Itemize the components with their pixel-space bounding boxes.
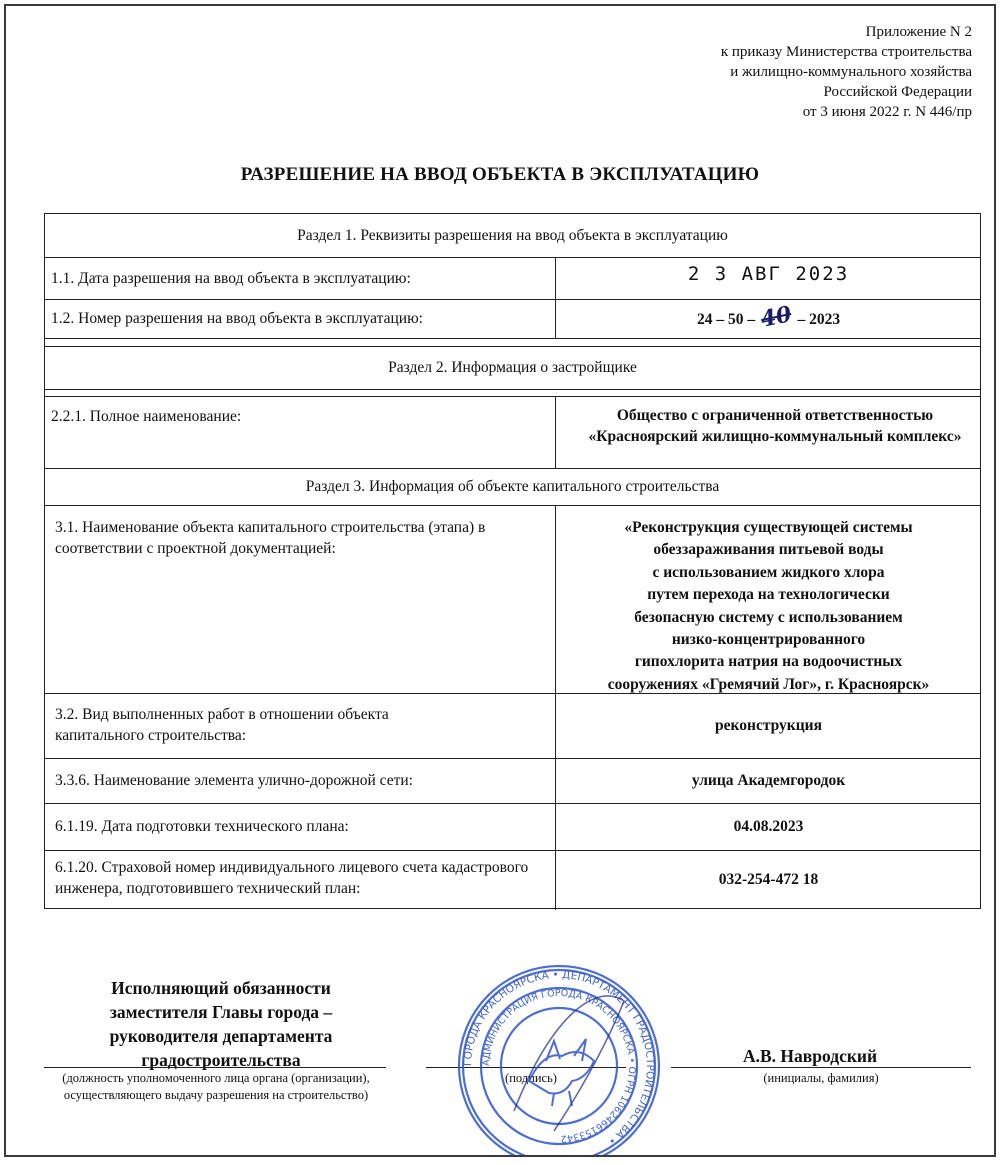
permit-table xyxy=(44,213,981,909)
official-position xyxy=(86,976,356,1072)
signature-caption: (подпись) xyxy=(505,1071,557,1085)
position-line: Исполняющий обязанности xyxy=(111,978,331,998)
permit-number-suffix: – 2023 xyxy=(797,311,841,328)
document-page xyxy=(4,4,996,1157)
permit-number-label: 1.2. Номер разрешения на ввод объекта в эксплуатацию: xyxy=(51,310,423,327)
section1-heading: Раздел 1. Реквизиты разрешения на ввод объекта в эксплуатацию xyxy=(297,227,728,244)
position-caption: (должность уполномоченного лица органа (организации), осуществляющего выдачу разрешения на строительство) xyxy=(62,1071,370,1102)
snils-label: 6.1.20. Страховой номер индивидуального лицевого счета кадастрового инженера, подготовившего технический план: xyxy=(55,859,529,897)
document-title: РАЗРЕШЕНИЕ НА ВВОД ОБЪЕКТА В ЭКСПЛУАТАЦИЮ xyxy=(240,164,760,185)
object-name-line: гипохлорита натрия на водоочистных xyxy=(634,653,903,671)
position-line: руководителя департамента xyxy=(109,1026,333,1046)
object-name-line: «Реконструкция существующей системы xyxy=(624,519,913,536)
appendix-line: от 3 июня 2022 г. N 446/пр xyxy=(802,104,972,120)
seal-inner-text: АДМИНИСТРАЦИЯ ГОРОДА КРАСНОЯРСКА • ОГРН 1062466153342 xyxy=(480,987,638,1145)
street-label: 3.3.6. Наименование элемента улично-дорожной сети: xyxy=(55,772,413,789)
section3-heading: Раздел 3. Информация об объекте капитального строительства xyxy=(305,478,720,495)
official-seal-stamp xyxy=(454,961,664,1157)
handwritten-number: 40 xyxy=(758,301,794,333)
appendix-line: Приложение N 2 xyxy=(865,24,972,40)
object-name-line: безопасную систему с использованием xyxy=(634,608,903,626)
tech-plan-date-value: 04.08.2023 xyxy=(733,818,804,835)
tech-plan-date-label: 6.1.19. Дата подготовки технического плана: xyxy=(55,818,349,835)
seal-graphic xyxy=(454,961,664,1157)
object-name-line: обеззараживания питьевой воды xyxy=(653,541,884,559)
section2-heading: Раздел 2. Информация о застройщике xyxy=(388,359,637,376)
object-name-line: с использованием жидкого хлора xyxy=(652,563,885,581)
permit-number-prefix: 24 – 50 – xyxy=(696,311,756,328)
developer-name-value: Общество с ограниченной ответственностью «Красноярский жилищно-коммунальный комплекс» xyxy=(588,407,962,445)
snils-value: 032-254-472 18 xyxy=(718,871,819,888)
object-name-line: сооружениях «Гремячий Лог», г. Красноярск» xyxy=(607,675,930,693)
appendix-line: к приказу Министерства строительства xyxy=(720,44,972,60)
name-caption: (инициалы, фамилия) xyxy=(763,1071,879,1085)
permit-date-value: 2 3 АВГ 2023 xyxy=(687,263,850,285)
object-name-line: низко-концентрированного xyxy=(671,631,866,649)
position-underline xyxy=(44,1067,386,1068)
seal-outer-text: ГОРОДА КРАСНОЯРСКА • ДЕПАРТАМЕНТ ГРАДОСТРОИТЕЛЬСТВА • xyxy=(461,968,657,1147)
object-name-label: 3.1. Наименование объекта капитального строительства (этапа) в соответствии с проектной документацией: xyxy=(55,519,486,557)
permit-number-value xyxy=(557,301,980,333)
developer-name-label: 2.2.1. Полное наименование: xyxy=(51,408,242,425)
work-type-value: реконструкция xyxy=(715,717,822,734)
position-line: заместителя Главы города – xyxy=(109,1002,333,1022)
appendix-note xyxy=(721,22,972,122)
object-name-value xyxy=(557,517,980,696)
position-line: градостроительства xyxy=(141,1050,301,1070)
appendix-line: Российской Федерации xyxy=(823,84,972,100)
appendix-line: и жилищно-коммунального хозяйства xyxy=(730,64,972,80)
signatory-name: А.В. Навродский xyxy=(743,1046,878,1066)
name-underline xyxy=(671,1067,971,1068)
street-value: улица Академгородок xyxy=(691,772,846,789)
object-name-line: путем перехода на технологически xyxy=(647,586,890,604)
permit-date-label: 1.1. Дата разрешения на ввод объекта в эксплуатацию: xyxy=(51,270,411,287)
work-type-label: 3.2. Вид выполненных работ в отношении объекта капитального строительства: xyxy=(55,706,389,744)
